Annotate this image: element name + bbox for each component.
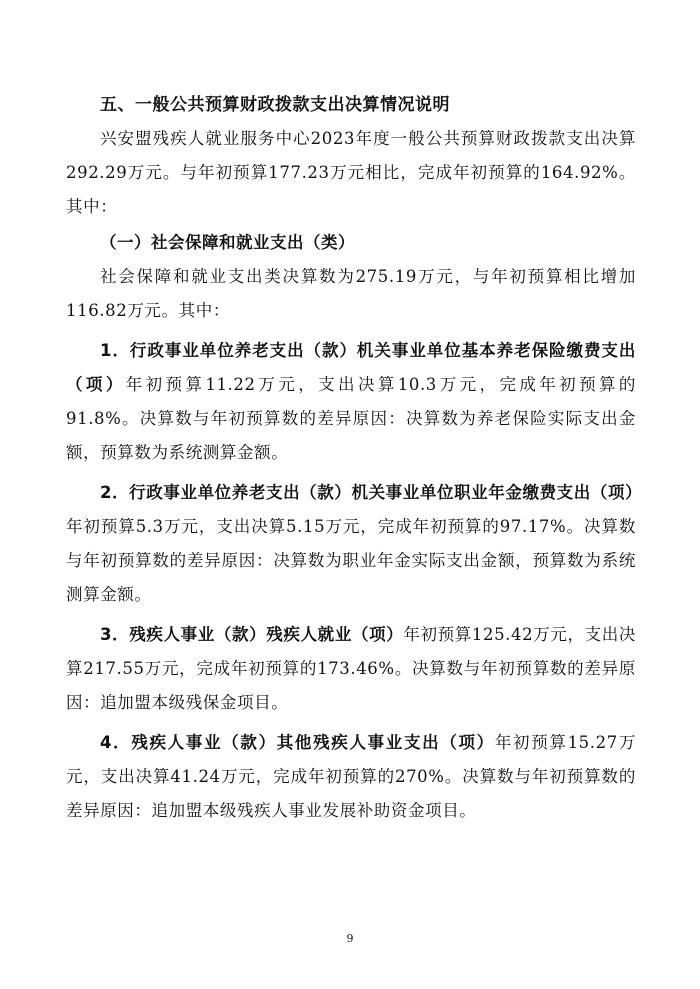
item-4 [66, 726, 636, 828]
page-number: 9 [346, 932, 354, 945]
item-2-body: 年初预算5.3万元，支出决算5.15万元，完成年初预算的97.17%。决算数与年初预算数的差异原因：决算数为职业年金实际支出金额，预算数为系统测算金额。 [66, 517, 636, 604]
item-4-title: 4．残疾人事业（款）其他残疾人事业支出（项） [100, 733, 495, 752]
item-2 [66, 476, 643, 612]
document-body [66, 88, 643, 828]
section-intro: 兴安盟残疾人就业服务中心2023年度一般公共预算财政拨款支出决算292.29万元。与年初预算177.23万元相比，完成年初预算的164.92%。其中： [66, 129, 636, 216]
item-3-body: 年初预算125.42万元，支出决算217.55万元，完成年初预算的173.46%。决算数与年初预算数的差异原因：追加盟本级残保金项目。 [66, 625, 636, 712]
item-3 [66, 618, 636, 720]
subsection-title: （一）社会保障和就业支出（类） [100, 233, 355, 252]
section-title: 五、一般公共预算财政拨款支出决算情况说明 [100, 95, 450, 115]
subsection-intro: 社会保障和就业支出类决算数为275.19万元，与年初预算相比增加116.82万元。其中： [66, 267, 636, 320]
item-3-title: 3．残疾人事业（款）残疾人就业（项） [100, 625, 404, 644]
item-1-title: 1．行政事业单位养老支出（款）机关事业单位基本养老保险缴费支出（项） [66, 341, 636, 394]
item-2-title: 2．行政事业单位养老支出（款）机关事业单位职业年金缴费支出（项） [100, 483, 643, 502]
item-1-body: 年初预算11.22万元，支出决算10.3万元，完成年初预算的91.8%。决算数与年初预算数的差异原因：决算数为养老保险实际支出金额，预算数为系统测算金额。 [66, 375, 636, 462]
item-1 [66, 334, 636, 470]
item-4-body: 年初预算15.27万元，支出决算41.24万元，完成年初预算的270%。决算数与年初预算数的差异原因：追加盟本级残疾人事业发展补助资金项目。 [66, 733, 636, 820]
